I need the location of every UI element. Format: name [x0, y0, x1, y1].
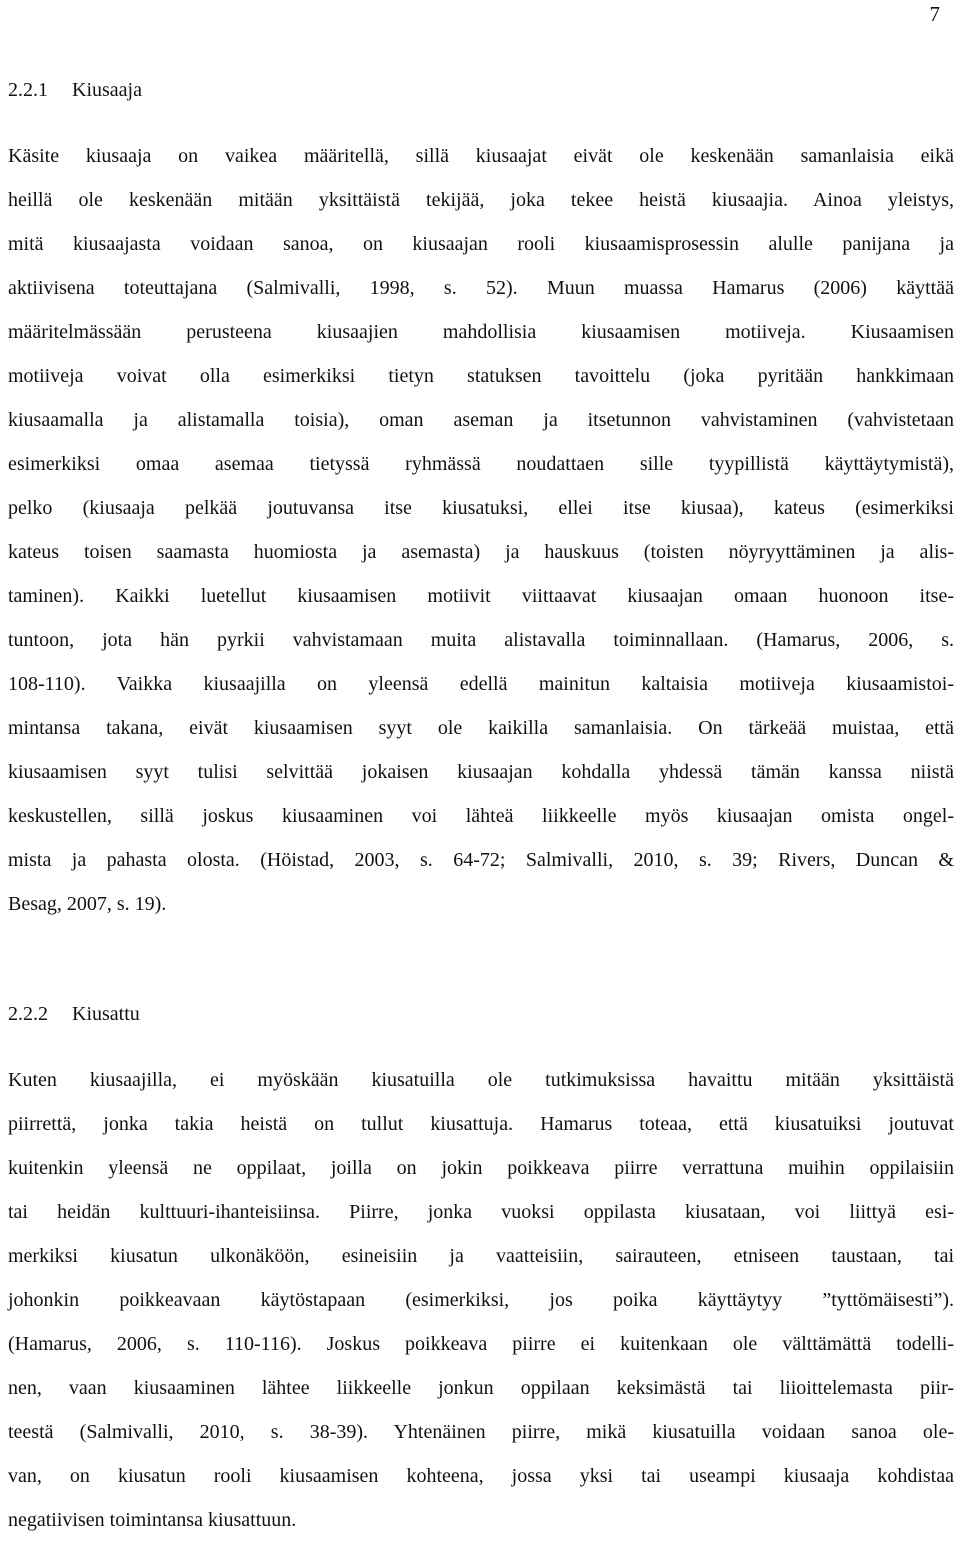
paragraph-line: merkiksi kiusatun ulkonäköön, esineisiin ja vaatteisiin, sairauteen, etniseen taustaan, tai	[8, 1245, 954, 1267]
document-page	[8, 68, 954, 1542]
paragraph-line: piirrettä, jonka takia heistä on tullut kiusattuja. Hamarus toteaa, että kiusatuiksi joutuvat	[8, 1113, 954, 1135]
section-title: Kiusattu	[72, 1003, 140, 1025]
paragraph-line: mista ja pahasta olosta. (Höistad, 2003, s. 64-72; Salmivalli, 2010, s. 39; Rivers, Duncan &	[8, 849, 954, 871]
paragraph-line: kiusaamalla ja alistamalla toisia), oman aseman ja itsetunnon vahvistaminen (vahvistetaan	[8, 409, 954, 431]
paragraph-line: negatiivisen toimintansa kiusattuun.	[8, 1509, 297, 1531]
paragraph-line: van, on kiusatun rooli kiusaamisen kohteena, jossa yksi tai useampi kiusaaja kohdistaa	[8, 1465, 954, 1487]
paragraph-line: heillä ole keskenään mitään yksittäistä tekijää, joka tekee heistä kiusaajia. Ainoa yleistys,	[8, 189, 954, 211]
paragraph-line: (Hamarus, 2006, s. 110-116). Joskus poikkeava piirre ei kuitenkaan ole välttämättä todelli-	[8, 1333, 954, 1355]
paragraph-line: esimerkiksi omaa asemaa tietyssä ryhmässä noudattaen sille tyypillistä käyttäytymistä),	[8, 453, 954, 475]
paragraph-line: kiusaamisen syyt tulisi selvittää jokaisen kiusaajan kohdalla yhdessä tämän kanssa niistä	[8, 761, 954, 783]
section-spacer	[8, 926, 954, 992]
section-heading	[8, 992, 954, 1036]
paragraph-line: mitä kiusaajasta voidaan sanoa, on kiusaajan rooli kiusaamisprosessin alulle panijana ja	[8, 233, 954, 255]
paragraph-line: johonkin poikkeavaan käytöstapaan (esimerkiksi, jos poika käyttäytyy ”tyttömäisesti”).	[8, 1289, 954, 1311]
paragraph-line: motiiveja voivat olla esimerkiksi tietyn statuksen tavoittelu (joka pyritään hankkimaan	[8, 365, 954, 387]
paragraph-line: mintansa takana, eivät kiusaamisen syyt ole kaikilla samanlaisia. On tärkeää muistaa, että	[8, 717, 954, 739]
paragraph-line: pelko (kiusaaja pelkää joutuvansa itse kiusatuksi, ellei itse kiusaa), kateus (esimerkiksi	[8, 497, 954, 519]
paragraph-line: kuitenkin yleensä ne oppilaat, joilla on jokin poikkeava piirre verrattuna muihin oppilaisiin	[8, 1157, 954, 1179]
section-heading	[8, 68, 954, 112]
paragraph-line: aktiivisena toteuttajana (Salmivalli, 1998, s. 52). Muun muassa Hamarus (2006) käyttää	[8, 277, 954, 299]
section-paragraph	[8, 1058, 954, 1542]
section-number: 2.2.2	[8, 1003, 48, 1025]
section-kiusattu	[8, 992, 954, 1542]
paragraph-line: teestä (Salmivalli, 2010, s. 38-39). Yhtenäinen piirre, mikä kiusatuilla voidaan sanoa ole-	[8, 1421, 954, 1443]
section-paragraph	[8, 134, 954, 926]
paragraph-line: keskustellen, sillä joskus kiusaaminen voi lähteä liikkeelle myös kiusaajan omista ongel-	[8, 805, 954, 827]
paragraph-line: määritelmässään perusteena kiusaajien mahdollisia kiusaamisen motiiveja. Kiusaamisen	[8, 321, 954, 343]
paragraph-line: Besag, 2007, s. 19).	[8, 893, 167, 915]
page-number: 7	[929, 2, 940, 26]
paragraph-line: Kuten kiusaajilla, ei myöskään kiusatuilla ole tutkimuksissa havaittu mitään yksittäistä	[8, 1069, 954, 1091]
section-kiusaaja	[8, 68, 954, 926]
paragraph-line: tuntoon, jota hän pyrkii vahvistamaan muita alistavalla toiminnallaan. (Hamarus, 2006, s.	[8, 629, 954, 651]
paragraph-line: Käsite kiusaaja on vaikea määritellä, sillä kiusaajat eivät ole keskenään samanlaisia eikä	[8, 145, 954, 167]
paragraph-line: nen, vaan kiusaaminen lähtee liikkeelle jonkun oppilaan keksimästä tai liioittelemasta piir-	[8, 1377, 954, 1399]
section-title: Kiusaaja	[72, 79, 142, 101]
paragraph-line: tai heidän kulttuuri-ihanteisiinsa. Piirre, jonka vuoksi oppilasta kiusataan, voi liittyä esi-	[8, 1201, 954, 1223]
paragraph-line: taminen). Kaikki luetellut kiusaamisen motiivit viittaavat kiusaajan omaan huonoon itse-	[8, 585, 954, 607]
paragraph-line: kateus toisen saamasta huomiosta ja asemasta) ja hauskuus (toisten nöyryyttäminen ja alis-	[8, 541, 954, 563]
paragraph-line: 108-110). Vaikka kiusaajilla on yleensä edellä mainitun kaltaisia motiiveja kiusaamistoi-	[8, 673, 954, 695]
section-number: 2.2.1	[8, 79, 48, 101]
